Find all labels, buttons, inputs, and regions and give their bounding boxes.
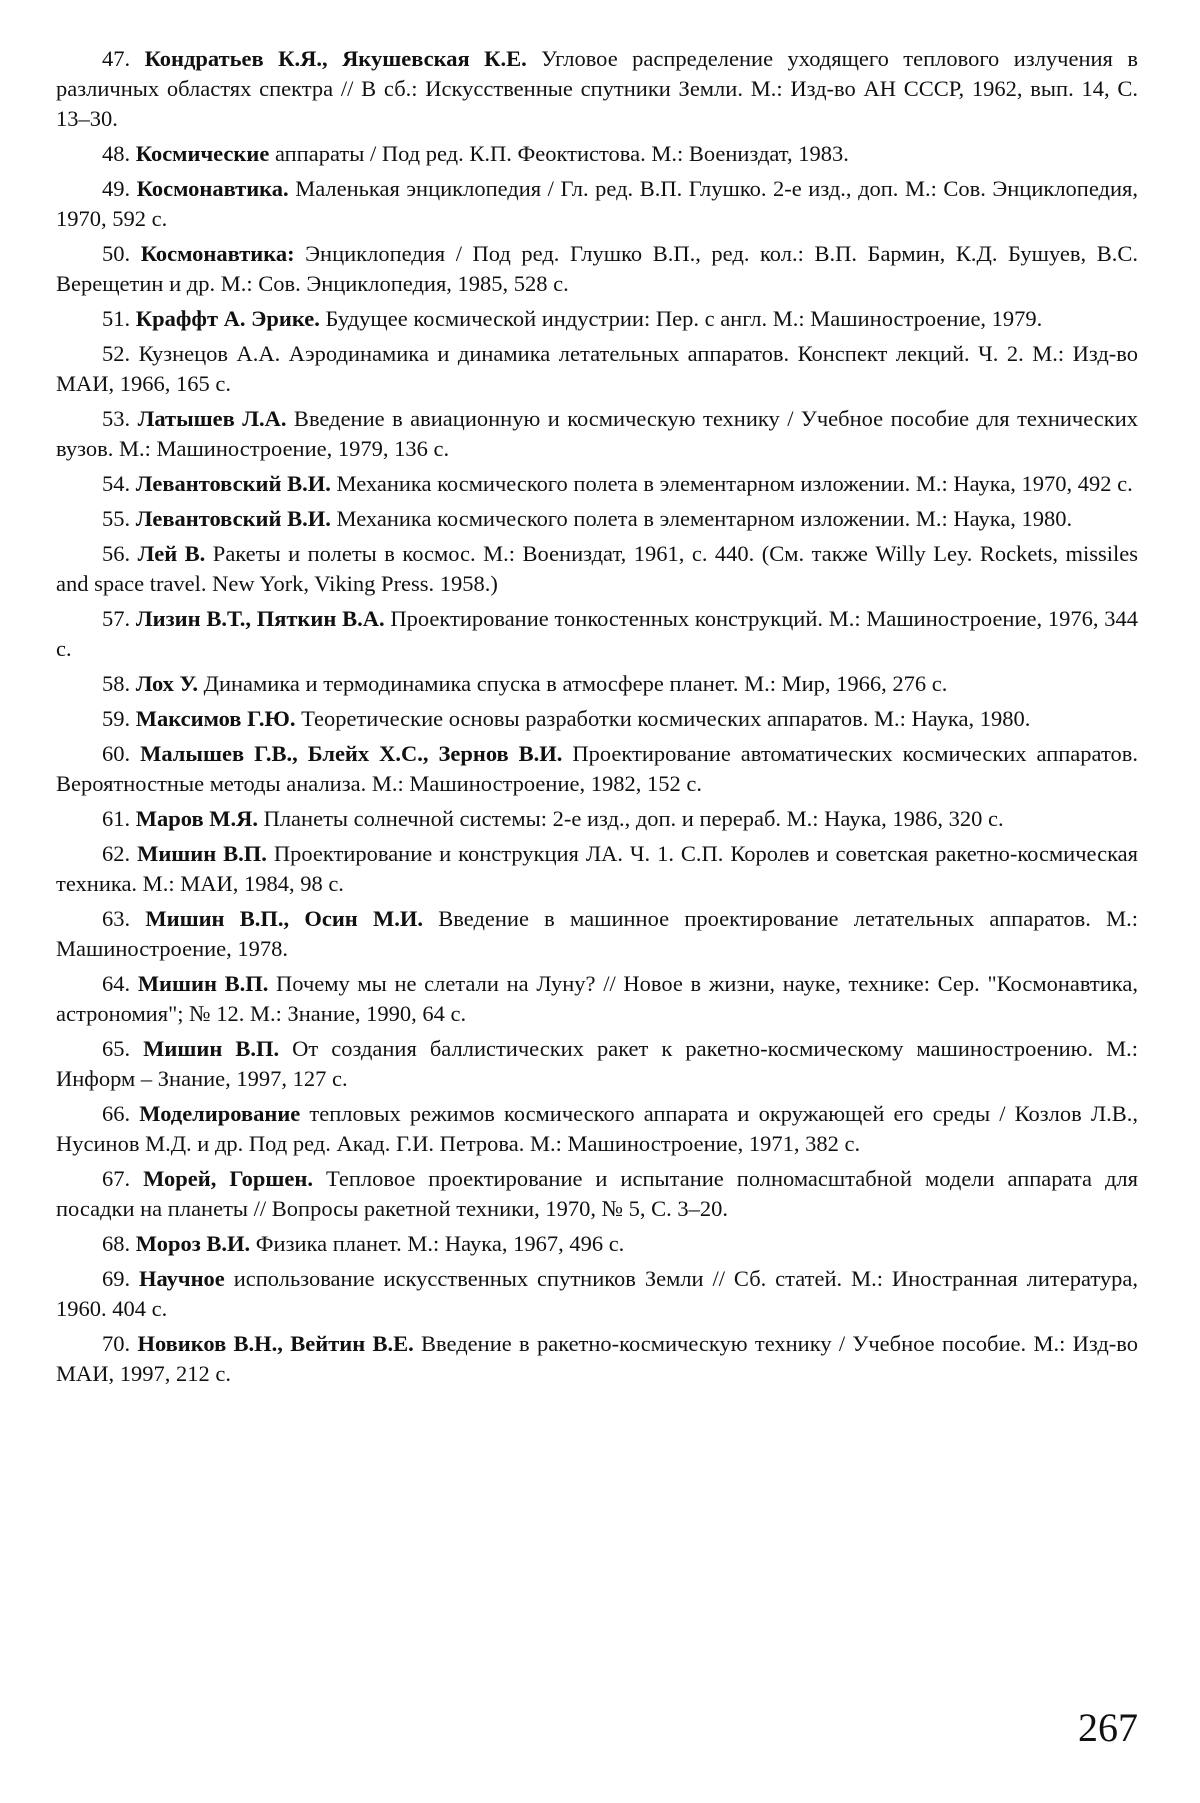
reference-authors: Латышев Л.А. [137,406,287,431]
reference-authors: Левантовский В.И. [135,471,331,496]
reference-number: 66. [102,1101,131,1126]
reference-number: 52. [102,341,131,366]
reference-text: Динамика и термодинамика спуска в атмосфере планет. М.: Мир, 1966, 276 с. [198,671,948,696]
reference-authors: Левантовский В.И. [135,506,331,531]
reference-text: Маленькая энциклопедия / Гл. ред. В.П. Глушко. 2-е изд., доп. М.: Сов. Энциклопедия, 1970, 592 с. [56,176,1138,231]
reference-item [56,1034,1138,1094]
reference-item [56,904,1138,964]
reference-number: 68. [102,1231,131,1256]
reference-text: Аэродинамика и динамика летательных аппаратов. Конспект лекций. Ч. 2. М.: Изд-во МАИ, 1966, 165 с. [56,341,1139,396]
reference-text: Угловое распределение уходящего теплового излучения в различных областях спектра // В сб.: Искусственные спутники Земли. М.: Изд-во АН СССР, 1962, вып. 14, С. 13–30. [56,46,1139,131]
reference-item [56,1164,1138,1224]
reference-number: 50. [102,241,131,266]
reference-text: Энциклопедия / Под ред. Глушко В.П., ред. кол.: В.П. Бармин, К.Д. Бушуев, В.С. Верещетин и др. М.: Сов. Энциклопедия, 1985, 528 с. [56,241,1138,296]
reference-authors: Краффт А. Эрике. [135,306,320,331]
reference-text: Механика космического полета в элементарном изложении. М.: Наука, 1980. [330,506,1073,531]
reference-number: 49. [102,176,131,201]
reference-text: Введение в авиационную и космическую технику / Учебное пособие для технических вузов. М.: Машиностроение, 1979, 136 с. [56,406,1138,461]
reference-item [56,1229,1138,1259]
reference-number: 63. [102,906,131,931]
reference-text: Тепловое проектирование и испытание полномасштабной модели аппарата для посадки на планеты // Вопросы ракетной техники, 1970, № 5, С. 3–20. [56,1166,1139,1221]
reference-text: Проектирование автоматических космических аппаратов. Вероятностные методы анализа. М.: Машиностроение, 1982, 152 с. [56,741,1138,796]
reference-number: 53. [102,406,131,431]
reference-number: 58. [102,671,131,696]
reference-text: Почему мы не слетали на Луну? // Новое в жизни, науке, технике: Сер. "Космонавтика, астрономия"; № 12. М.: Знание, 1990, 64 с. [56,971,1138,1026]
reference-number: 70. [102,1331,131,1356]
reference-item [56,504,1138,534]
reference-authors: Лизин В.Т., Пяткин В.А. [135,606,385,631]
reference-authors: Научное [139,1266,225,1291]
reference-authors: Мишин В.П. [137,971,269,996]
reference-item [56,139,1138,169]
reference-authors: Лох У. [135,671,198,696]
reference-item [56,1329,1138,1389]
reference-authors: Космические [135,141,270,166]
reference-item [56,304,1138,334]
reference-item [56,1099,1138,1159]
reference-text: Будущее космической индустрии: Пер. с англ. М.: Машиностроение, 1979. [319,306,1043,331]
reference-item [56,539,1138,599]
reference-item [56,404,1138,464]
reference-item [56,339,1138,399]
reference-authors: Максимов Г.Ю. [135,706,296,731]
reference-item [56,239,1138,299]
reference-authors: Мишин В.П. [143,1036,280,1061]
reference-authors: Моделирование [139,1101,301,1126]
reference-authors: Малышев Г.В., Блейх Х.С., Зернов В.И. [140,741,563,766]
reference-authors: Морей, Горшен. [143,1166,313,1191]
reference-number: 60. [102,741,131,766]
reference-item [56,804,1138,834]
reference-text: Физика планет. М.: Наука, 1967, 496 с. [250,1231,625,1256]
reference-item [56,739,1138,799]
reference-text: Механика космического полета в элементарном изложении. М.: Наука, 1970, 492 с. [330,471,1133,496]
reference-item [56,44,1138,134]
reference-item [56,174,1138,234]
reference-text: аппараты / Под ред. К.П. Феоктистова. М.: Воениздат, 1983. [269,141,849,166]
page-number: 267 [1078,1705,1138,1750]
reference-authors: Мишин В.П. [137,841,267,866]
reference-text: Проектирование и конструкция ЛА. Ч. 1. С.П. Королев и советская ракетно-космическая техника. М.: МАИ, 1984, 98 с. [56,841,1138,896]
reference-number: 51. [102,306,131,331]
reference-number: 61. [102,806,131,831]
reference-item [56,604,1138,664]
reference-authors: Космонавтика: [140,241,295,266]
reference-text: Введение в машинное проектирование летательных аппаратов. М.: Машиностроение, 1978. [56,906,1138,961]
reference-authors: Мишин В.П., Осин М.И. [145,906,424,931]
reference-text: От создания баллистических ракет к ракетно-космическому машиностроению. М.: Информ – Знание, 1997, 127 с. [56,1036,1139,1091]
reference-number: 57. [102,606,131,631]
reference-number: 55. [102,506,131,531]
reference-number: 54. [102,471,131,496]
reference-authors: Новиков В.Н., Вейтин В.Е. [137,1331,414,1356]
reference-text: Теоретические основы разработки космических аппаратов. М.: Наука, 1980. [295,706,1031,731]
reference-text: Введение в ракетно-космическую технику / Учебное пособие. М.: Изд-во МАИ, 1997, 212 с. [56,1331,1139,1386]
reference-number: 67. [102,1166,131,1191]
reference-item [56,1264,1138,1324]
reference-text: Планеты солнечной системы: 2-е изд., доп. и перераб. М.: Наука, 1986, 320 с. [257,806,1004,831]
reference-item [56,469,1138,499]
reference-number: 59. [102,706,131,731]
reference-item [56,839,1138,899]
reference-number: 65. [102,1036,131,1061]
reference-number: 56. [102,541,131,566]
reference-authors: Кондратьев К.Я., Якушевская К.Е. [144,46,527,71]
reference-item [56,669,1138,699]
reference-text: тепловых режимов космического аппарата и окружающей его среды / Козлов Л.В., Нусинов М.Д. и др. Под ред. Акад. Г.И. Петрова. М.: Машиностроение, 1971, 382 с. [56,1101,1138,1156]
reference-number: 47. [102,46,131,71]
reference-number: 48. [102,141,131,166]
reference-text: Проектирование тонкостенных конструкций. М.: Машиностроение, 1976, 344 с. [56,606,1138,661]
reference-authors: Маров М.Я. [135,806,258,831]
reference-list [56,44,1138,1394]
reference-text: Ракеты и полеты в космос. М.: Воениздат, 1961, с. 440. (См. также Willy Ley. Rockets, missiles and space travel. New York, Viking Press. 1958.) [56,541,1138,596]
reference-text: использование искусственных спутников Земли // Сб. статей. М.: Иностранная литература, 1960. 404 с. [56,1266,1139,1321]
reference-number: 69. [102,1266,131,1291]
reference-authors: Мороз В.И. [135,1231,251,1256]
reference-item [56,704,1138,734]
reference-authors: Кузнецов А.А. [138,341,281,366]
reference-authors: Лей В. [137,541,206,566]
reference-item [56,969,1138,1029]
reference-number: 62. [102,841,131,866]
reference-authors: Космонавтика. [136,176,289,201]
reference-number: 64. [102,971,131,996]
